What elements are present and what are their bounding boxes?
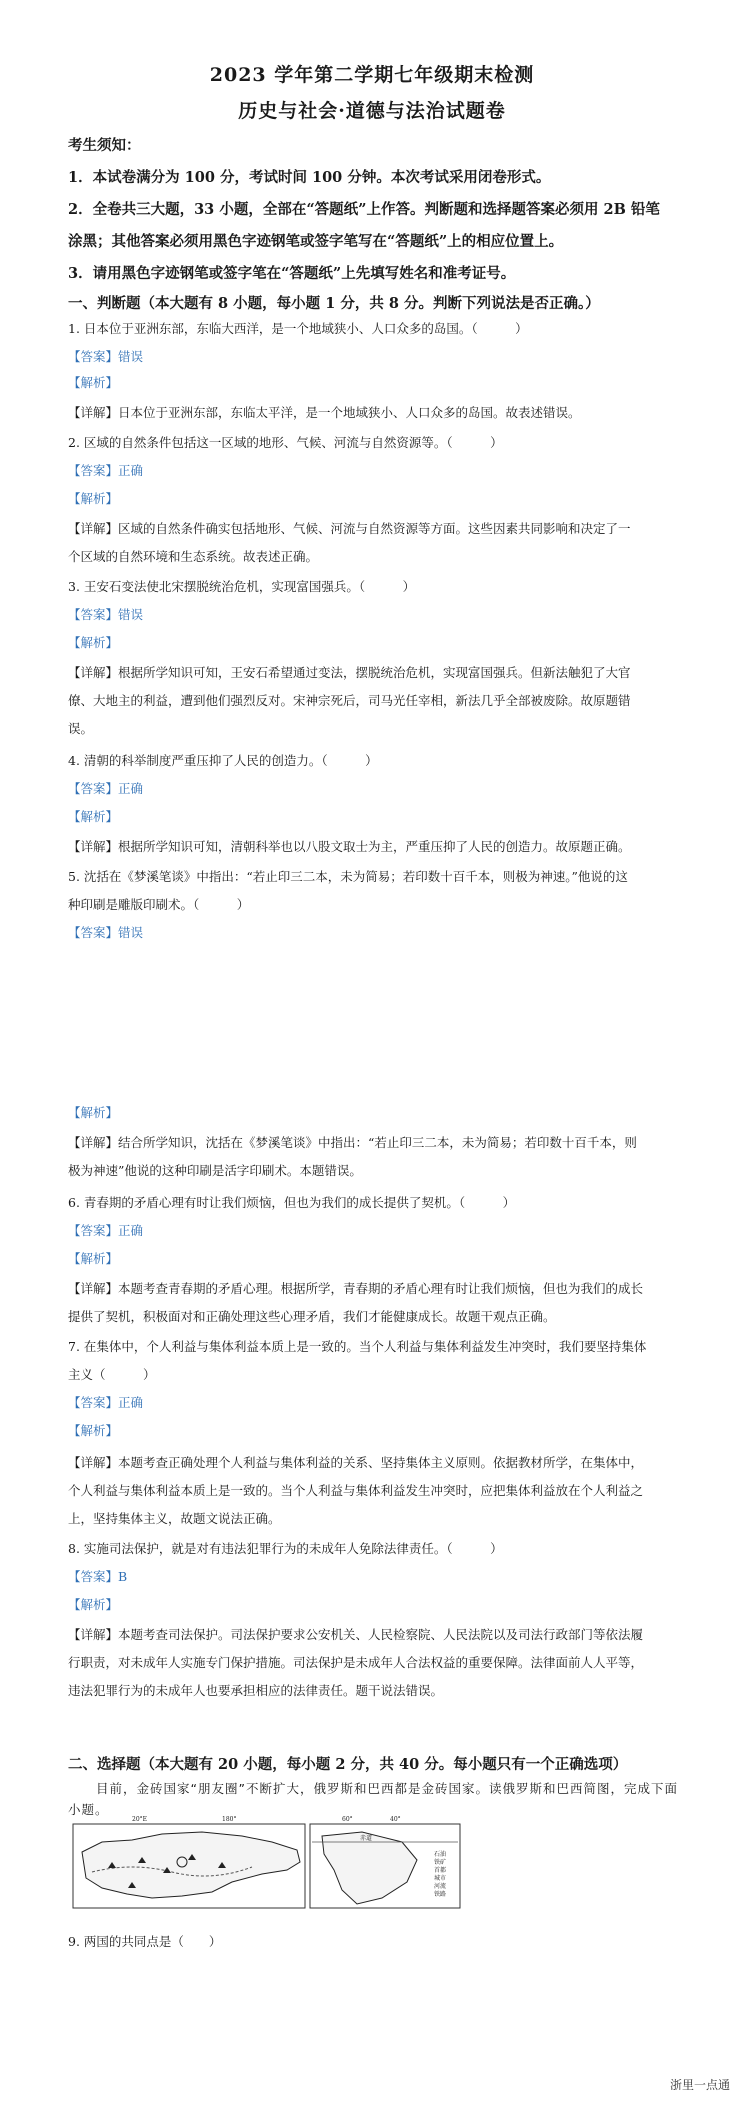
answer-tag: 【答案】错误 [68,607,144,622]
notice-heading: 考生须知： [68,137,141,154]
russia-brazil-maps [72,1812,462,1910]
question-text: 【详解】日本位于亚洲东部，东临太平洋，是一个地域狭小、人口众多的岛国。故表述错误。 [68,405,581,420]
longitude-label: 40° [390,1816,401,1823]
answer-tag: 【解析】 [68,1105,119,1120]
question-text: 1. 日本位于亚洲东部，东临大西洋，是一个地域狭小、人口众多的岛国。（ ） [68,321,528,336]
answer-tag: 【解析】 [68,809,119,824]
longitude-label: 60° [342,1816,353,1823]
notice-line: 涂黑；其他答案必须用黑色字迹钢笔或签字笔写在“答题纸”上的相应位置上。 [68,233,564,250]
svg-text:河流: 河流 [434,1883,447,1890]
notice-line: 2．全卷共三大题，33 小题，全部在“答题纸”上作答。判断题和选择题答案必须用 2B 铅笔 [68,201,660,218]
question-text: 僚、大地主的利益，遭到他们强烈反对。宋神宗死后，司马光任宰相，新法几乎全部被废除。故原题错 [68,693,631,708]
section-heading: 一、判断题（本大题有 8 小题，每小题 1 分，共 8 分。判断下列说法是否正确。） [68,295,600,312]
question-text: 【详解】根据所学知识可知，清朝科举也以八股文取士为主，严重压抑了人民的创造力。故原题正确。 [68,839,631,854]
longitude-label: 20°E [132,1816,148,1823]
question-text: 个区域的自然环境和生态系统。故表述正确。 [68,549,319,564]
longitude-label: 180° [222,1816,237,1823]
answer-tag: 【解析】 [68,375,119,390]
question-text: 【详解】本题考查青春期的矛盾心理。根据所学，青春期的矛盾心理有时让我们烦恼，但也为我们的成长 [68,1281,644,1296]
answer-tag: 【解析】 [68,1423,119,1438]
question-text: 【详解】结合所学知识，沈括在《梦溪笔谈》中指出：“若止印三二本，未为简易；若印数十百千本，则 [68,1135,637,1150]
answer-tag: 【解析】 [68,635,119,650]
section-heading: 二、选择题（本大题有 20 小题，每小题 2 分，共 40 分。每小题只有一个正确选项） [68,1756,628,1773]
answer-tag: 【答案】错误 [68,349,144,364]
answer-tag: 【答案】B [68,1569,128,1584]
answer-tag: 【答案】错误 [68,925,144,940]
intro-text: 小题。 [68,1802,109,1817]
question-text: 【详解】根据所学知识可知，王安石希望通过变法，摆脱统治危机，实现富国强兵。但新法触犯了大官 [68,665,631,680]
question-text: 6. 青春期的矛盾心理有时让我们烦恼，但也为我们的成长提供了契机。（ ） [68,1195,516,1210]
question-text: 4. 清朝的科举制度严重压抑了人民的创造力。（ ） [68,753,378,768]
answer-tag: 【答案】正确 [68,1395,144,1410]
question-text: 提供了契机，积极面对和正确处理这些心理矛盾，我们才能健康成长。故题干观点正确。 [68,1309,556,1324]
question-text: 5. 沈括在《梦溪笔谈》中指出：“若止印三二本，未为简易；若印数十百千本，则极为神速。”他说的这 [68,869,628,884]
question-text: 违法犯罪行为的未成年人也要承担相应的法律责任。题干说法错误。 [68,1683,444,1698]
answer-tag: 【答案】正确 [68,1223,144,1238]
svg-text:首都: 首都 [434,1867,447,1874]
question-text: 【详解】区域的自然条件确实包括地形、气候、河流与自然资源等方面。这些因素共同影响和决定了一 [68,521,631,536]
question-text: 7. 在集体中，个人利益与集体利益本质上是一致的。当个人利益与集体利益发生冲突时，我们要坚持集体 [68,1339,647,1354]
question-text: 主义（ ） [68,1367,156,1382]
question-text: 极为神速”他说的这种印刷是活字印刷术。本题错误。 [68,1163,362,1178]
svg-text:铁路: 铁路 [434,1891,447,1898]
svg-text:铁矿: 铁矿 [434,1859,447,1866]
question-text: 个人利益与集体利益本质上是一致的。当个人利益与集体利益发生冲突时，应把集体利益放在个人利益之 [68,1483,644,1498]
footer-brand: 浙里一点通 [669,2078,730,2092]
answer-tag: 【答案】正确 [68,463,144,478]
exam-title: 2023 学年第二学期七年级期末检测 [209,64,535,86]
svg-text:石油: 石油 [434,1851,447,1858]
brazil-outline [322,1832,417,1904]
map-legend [434,1850,446,1898]
answer-tag: 【解析】 [68,1597,119,1612]
question-text: 2. 区域的自然条件包括这一区域的地形、气候、河流与自然资源等。（ ） [68,435,503,450]
question-text: 种印刷是雕版印刷术。（ ） [68,897,250,912]
intro-text: 目前，金砖国家“朋友圈”不断扩大，俄罗斯和巴西都是金砖国家。读俄罗斯和巴西简图，完成下面 [96,1781,678,1796]
question-text: 3. 王安石变法使北宋摆脱统治危机，实现富国强兵。（ ） [68,579,416,594]
question-9: 9. 两国的共同点是（ ） [68,1934,222,1949]
answer-tag: 【解析】 [68,1251,119,1266]
question-text: 行职责，对未成年人实施专门保护措施。司法保护是未成年人合法权益的重要保障。法律面前人人平等， [68,1655,644,1670]
equator-label: 赤道 [360,1835,373,1842]
question-text: 误。 [68,721,94,736]
answer-tag: 【答案】正确 [68,781,144,796]
answer-tag: 【解析】 [68,491,119,506]
question-text: 【详解】本题考查正确处理个人利益与集体利益的关系、坚持集体主义原则。依据教材所学，在集体中， [68,1455,644,1470]
svg-text:城市: 城市 [434,1875,447,1882]
question-text: 8. 实施司法保护，就是对有违法犯罪行为的未成年人免除法律责任。（ ） [68,1541,503,1556]
notice-line: 1．本试卷满分为 100 分，考试时间 100 分钟。本次考试采用闭卷形式。 [68,169,551,186]
question-text: 上，坚持集体主义，故题文说法正确。 [68,1511,281,1526]
russia-outline [82,1832,300,1898]
question-text: 【详解】本题考查司法保护。司法保护要求公安机关、人民检察院、人民法院以及司法行政部门等依法履 [68,1627,644,1642]
notice-line: 3．请用黑色字迹钢笔或签字笔在“答题纸”上先填写姓名和准考证号。 [68,265,516,282]
exam-subtitle: 历史与社会·道德与法治试题卷 [238,100,506,122]
